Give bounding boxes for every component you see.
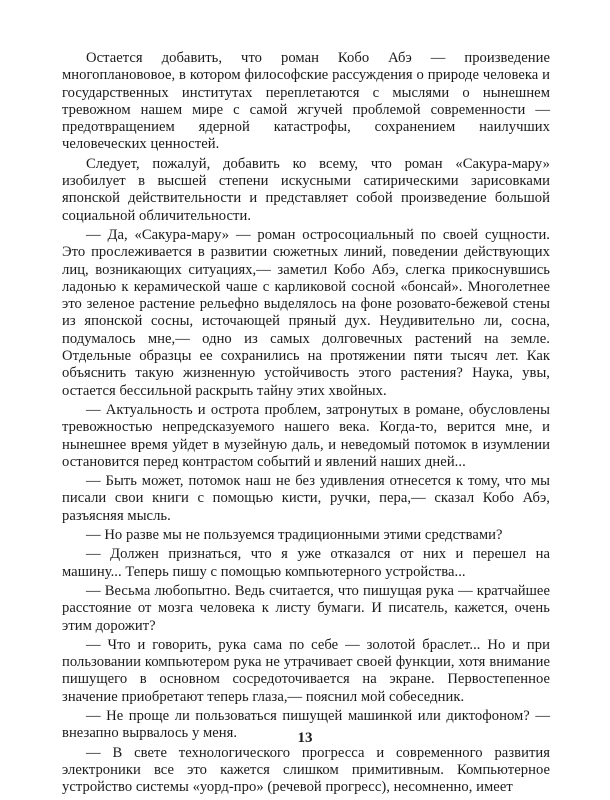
paragraph-7: — Должен признаться, что я уже отказался от них и перешел на машину... Теперь пишу с помощью компьютерного устройства... <box>62 546 550 580</box>
paragraph-6: — Но разве мы не пользуемся традиционными этими средствами? <box>86 527 503 544</box>
paragraph-5: — Быть может, потомок наш не без удивления отнесется к тому, что мы писали свои книги с помощью кисти, ручки, пера,— сказал Кобо Абэ, разъясняя мысль. <box>62 473 550 524</box>
paragraph-3: — Да, «Сакура-мару» — роман остросоциальный по своей сущности. Это прослеживается в развитии сюжетных линий, поведении действующих лиц, возникающих ситуациях,— заметил Кобо Абэ, слегка прикоснувшись ладонью к керамической чаше с карликовой сосной «бонсай». Многолетнее это зеленое растение рельефно выделялось на фоне розовато-бежевой стены из японской сосны, источающей пряный дух. Неудивительно ли, сосна, подумалось мне,— одно из самых долговечных растений на земле. Отдельные образцы ее сохранились на протяжении пяти тысяч лет. Как объяснить такую жизненную устойчивость этого растения? Наука, увы, остается бессильной раскрыть тайну этих хвойных. <box>62 226 550 399</box>
paragraph-4: — Актуальность и острота проблем, затронутых в романе, обусловлены тревожностью непредсказуемого нашего века. Когда-то, верится мне, и нынешнее время уйдет в музейную даль, и неведомый потомок в изумлении остановится перед контрастом событий и явлений наших дней... <box>62 401 550 470</box>
paragraph-2: Следует, пожалуй, добавить ко всему, что роман «Сакура-мару» изобилует в высшей степени искусными сатирическими зарисовками японской действительности и представляет собой произведение большой социальной обличительности. <box>62 155 550 224</box>
page-number: 13 <box>297 730 313 746</box>
paragraph-1: Остается добавить, что роман Кобо Абэ — произведение многопланововое, в котором философские рассуждения о природе человека и государственных институтах переплетаются с мыслями о нынешнем тревожном нашем мире с самой жгучей проблемой современности — предотвращением ядерной катастрофы, сохранением наилучших человеческих ценностей. <box>62 50 550 153</box>
paragraph-9: — Что и говорить, рука сама по себе — золотой браслет... Но и при пользовании компьютером рука не утрачивает своей функции, хотя внимание пишущего в основном сосредоточивается на экране. Первостепенное значение приобретают теперь глаза,— пояснил мой собеседник. <box>62 636 550 705</box>
paragraph-8: — Весьма любопытно. Ведь считается, что пишущая рука — кратчайшее расстояние от мозга человека к листу бумаги. И писатель, кажется, очень этим дорожит? <box>62 582 550 634</box>
paragraph-10: — Не проще ли пользоваться пишущей машинкой или диктофоном? — внезапно вырвалось у меня. <box>62 707 550 742</box>
paragraph-11: — В свете технологического прогресса и современного развития электроники все это кажется слишком примитивным. Компьютерное устройство системы «уорд-про» (речевой прогресс), несомненно, имеет <box>62 744 550 796</box>
